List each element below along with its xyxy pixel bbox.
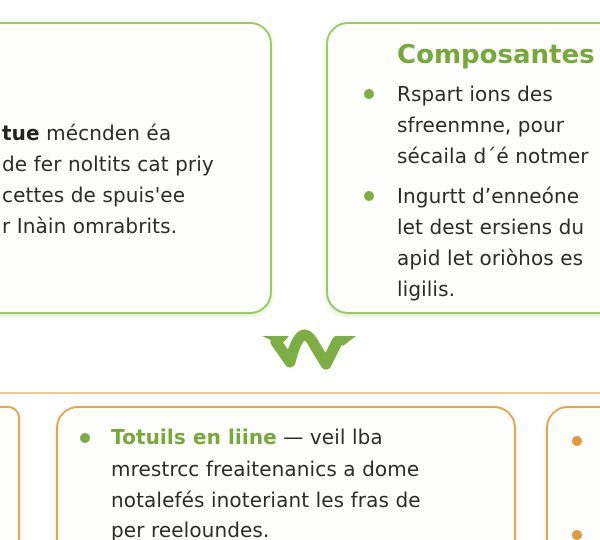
left-box-line-3-text: cettes de spuis'ee <box>2 183 186 207</box>
section-divider <box>0 392 600 394</box>
bottom-right-bullet-1 <box>572 436 582 446</box>
left-box-line-1-text: mécnden éa <box>39 121 172 145</box>
bottom-box-line-3: per reeloundes. <box>111 518 270 540</box>
bottom-box-bullet <box>80 433 90 443</box>
bottom-box-line-2: notalefés inoteriant les fras de <box>111 488 421 512</box>
left-box-line-1-bold: tue <box>2 121 40 145</box>
right-box-item-1-line-2: sfreenmne, pour <box>397 113 565 137</box>
bottom-box-line-1: mrestrcc freaitenanics a dome <box>111 457 420 481</box>
right-box-item-1-line-1: Rspart ions des <box>397 82 553 106</box>
bottom-box-title-line <box>111 422 383 453</box>
right-box-item-2-line-2: let dest ersiens du <box>397 215 585 239</box>
bottom-left-box <box>0 406 20 540</box>
bottom-right-bullet-2 <box>572 530 582 540</box>
right-box-item-2-line-3: apid let oriòhos es <box>397 246 584 270</box>
bottom-box-title: Totuils en liine <box>111 425 277 449</box>
right-box-item-2-line-4: ligilis. <box>397 277 456 301</box>
left-box-line-2-text: de fer noltits cat priy <box>2 152 214 176</box>
bottom-right-box <box>546 406 600 540</box>
right-box-item-2-line-1: Ingurtt d’enneóne <box>397 184 580 208</box>
right-box-item-1-line-3: sécaila d´é notmer <box>397 144 589 168</box>
left-box-line-4-text: r Inàin omrabrits. <box>2 214 178 238</box>
right-box-heading: Composantes <box>397 40 595 70</box>
bottom-box-title-rest: — veil lba <box>276 425 383 449</box>
